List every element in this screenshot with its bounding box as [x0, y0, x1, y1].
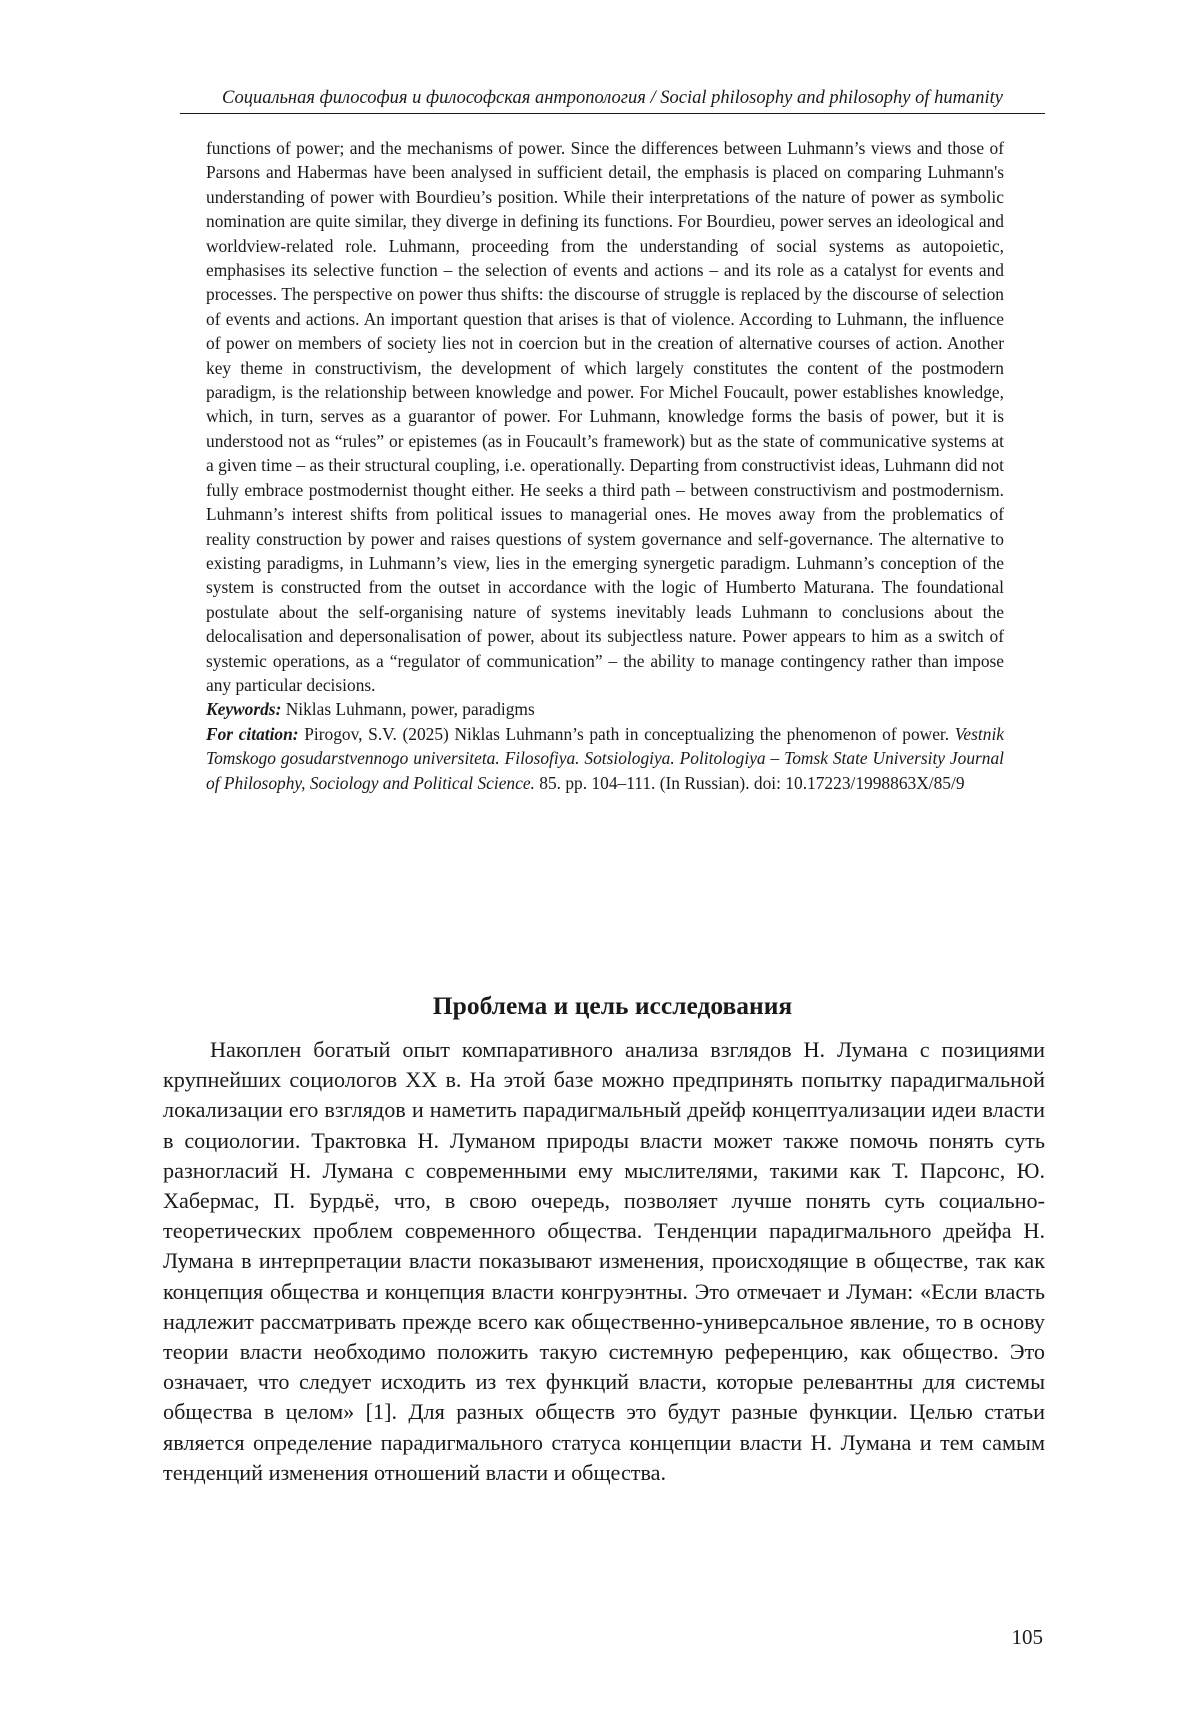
keywords-value: Niklas Luhmann, power, paradigms — [285, 699, 535, 720]
abstract-block — [206, 136, 1004, 795]
citation-label: For citation: — [206, 723, 299, 744]
page-number: 105 — [1011, 1625, 1043, 1649]
running-header-title: Социальная философия и философская антропология / Social philosophy and philosophy of humanity — [221, 88, 1004, 108]
citation-tail: 85. pp. 104–111. (In Russian). doi: 10.17223/1998863X/85/9 — [539, 772, 965, 793]
abstract-text: functions of power; and the mechanisms of power. Since the differences between Luhmann’s views and those of Parsons and Habermas have been analysed in sufficient detail, the emphasis is placed on comparing Luhmann's understanding of power with Bourdieu’s position. While their interpretations of the nature of power as symbolic nomination are quite similar, they diverge in defining its functions. For Bourdieu, power serves an ideological and worldview-related role. Luhmann, proceeding from the understanding of social systems as autopoietic, emphasises its selective function – the selection of events and actions – and its role as a catalyst for events and processes. The perspective on power thus shifts: the discourse of struggle is replaced by the discourse of selection of events and actions. An important question that arises is that of violence. According to Luhmann, the influence of power on members of society lies not in coercion but in the creation of alternative courses of action. Another key theme in constructivism, the development of which largely constitutes the content of the postmodern paradigm, is the relationship between knowledge and power. For Michel Foucault, power establishes knowledge, which, in turn, serves as a guarantor of power. For Luhmann, knowledge forms the basis of power, but it is understood not as “rules” or epistemes (as in Foucault’s framework) but as the state of communicative systems at a given time – as their structural coupling, i.e. operationally. Departing from constructivist ideas, Luhmann did not fully embrace postmodernist thought either. He seeks a third path – between constructivism and postmodernism. Luhmann’s interest shifts from political issues to managerial ones. He moves away from the problematics of reality construction by power and raises questions of system governance and self-governance. The alternative to existing paradigms, in Luhmann’s view, lies in the emerging synergetic paradigm. Luhmann’s conception of the system is constructed from the outset in accordance with the logic of Humberto Maturana. The foundational postulate about the self-organising nature of systems inevitably leads Luhmann to conclusions about the delocalisation and depersonalisation of power, about its subjectless nature. Power appears to him as a switch of systemic operations, as a “regulator of communication” – the ability to manage contingency rather than impose any particular decisions. — [206, 138, 1004, 695]
keywords-line — [206, 697, 1004, 721]
citation-journal: Vestnik Tomskogo gosudarstvennogo universiteta. Filosofiya. Sotsiologiya. Politologiya – Tomsk State University Journal of Philosophy, Sociology and Political Science. — [206, 723, 1004, 793]
section-paragraph: Накоплен богатый опыт компаративного анализа взглядов Н. Лумана с позициями крупнейших социологов XX в. На этой базе можно предпринять попытку парадигмальной локализации его взглядов и наметить парадигмальный дрейф концептуализации идеи власти в социологии. Трактовка Н. Луманом природы власти может также помочь понять суть разногласий Н. Лумана с современными ему мыслителями, такими как Т. Парсонс, Ю. Хабермас, П. Бурдьё, что, в свою очередь, позволяет лучше понять суть социально-теоретических проблем современного общества. Тенденции парадигмального дрейфа Н. Лумана в интерпретации власти показывают изменения, происходящие в обществе, так как концепция общества и концепция власти конгруэнтны. Это отмечает и Луман: «Если власть надлежит рассматривать прежде всего как общественно-универсальное явление, то в основу теории власти необходимо положить такую системную референцию, как общество. Это означает, что следует исходить из тех функций власти, которые релевантны для системы общества в целом» [1]. Для разных обществ это будут разные функции. Целью статьи является определение парадигмального статуса концепции власти Н. Лумана и тем самым тенденций изменения отношений власти и общества. — [163, 1037, 1045, 1485]
citation-block — [206, 722, 1004, 795]
running-header — [180, 86, 1045, 114]
section-heading: Проблема и цель исследования — [432, 991, 793, 1020]
citation-lead: Pirogov, S.V. (2025) Niklas Luhmann’s path in conceptualizing the phenomenon of power. — [304, 723, 950, 744]
keywords-label: Keywords: — [206, 699, 282, 720]
